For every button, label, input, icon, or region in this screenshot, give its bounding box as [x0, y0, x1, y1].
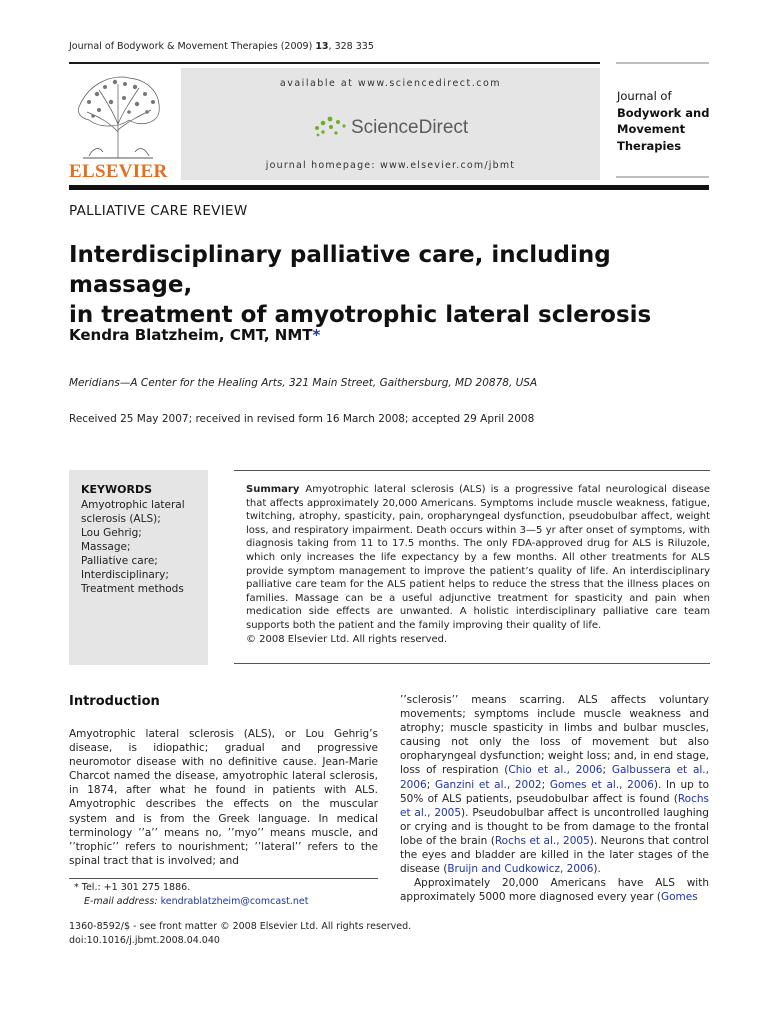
header-bottom-rule — [69, 185, 709, 190]
article-title — [69, 240, 729, 330]
body-left-column — [69, 727, 378, 868]
citation-volume: 13 — [315, 41, 329, 52]
summary-bottom-rule — [234, 663, 710, 664]
reference-link[interactable]: Gomes et al., 2006 — [549, 778, 654, 791]
reference-link[interactable]: Galbussera et al., 2006 — [400, 764, 709, 791]
summary-text: Amyotrophic lateral sclerosis (ALS) is a progressive fatal neurological disease that affects approximately 20,000 Americans. Symptoms include muscle weakness, fatigue, twitching, atrophy, spasticity, pain, oropharyngeal dysfunction, pseudobulbar affect, weight loss, and respiratory impairment. Death occurs within 3—5 yr after onset of symptoms, with diagnosis taking from 11 to 17.5 months. The only FDA-approved drug for ALS is Riluzole, which only increases the life expectancy by a few months. All other treatments for ALS provide symptom management to improve the patient’s quality of life. An interdisciplinary palliative care team for the ALS patient helps to reduce the stress that the illness places on families. Massage can be a useful adjunctive treatment for spasticity and pain when medication side effects are unwanted. A holistic interdisciplinary palliative care team supports both the patient and the family improving their quality of life. — [246, 484, 710, 631]
doi-line[interactable]: doi:10.1016/j.jbmt.2008.04.040 — [69, 935, 220, 946]
citation-journal: Journal of Bodywork & Movement Therapies (2009) — [69, 41, 313, 52]
header-right-bottom-rule — [616, 176, 709, 178]
keyword-item: Interdisciplinary; — [81, 569, 169, 581]
journal-name-line: Movement — [617, 122, 686, 136]
journal-homepage-text: journal homepage: www.elsevier.com/jbmt — [265, 160, 516, 171]
body-paragraph: Approximately 20,000 Americans have ALS with approximately 5000 more diagnosed every year (Gomes — [400, 877, 709, 904]
keyword-item: Treatment methods — [81, 583, 184, 595]
body-right-column — [400, 693, 709, 904]
email-link[interactable]: kendrablatzheim@comcast.net — [160, 896, 309, 907]
received-dates: Received 25 May 2007; received in revised form 16 March 2008; accepted 29 April 2008 — [69, 413, 535, 425]
keywords-heading: KEYWORDS — [81, 483, 153, 496]
reference-link[interactable]: Rochs et al., 2005 — [494, 834, 590, 847]
body-paragraph: Amyotrophic lateral sclerosis (ALS), or Lou Gehrig’s disease, is idiopathic; gradual and progressive neuromotor disease with no definitive cause. Jean-Marie Charcot named the disease, amyotrophic lateral sclerosis, in 1874, after what he found in patients with ALS. Amyotrophic describes the effects on the muscular system and is from the Greek language. In medical terminology ’’a’’ means no, ’’myo’’ means muscle, and ’’trophic’’ refers to nourishment; ’’lateral’’ refers to the spinal tract that is involved; and — [69, 728, 378, 867]
available-at-text: available at www.sciencedirect.com — [279, 78, 502, 89]
summary-top-rule — [234, 470, 710, 471]
reference-link[interactable]: Rochs et al., 2005 — [400, 792, 709, 819]
header-top-rule — [69, 62, 600, 64]
header-right-top-rule — [616, 62, 709, 64]
keyword-item: Amyotrophic lateral — [81, 499, 185, 511]
journal-name-line: Bodywork and — [617, 105, 710, 120]
keyword-item: Palliative care; — [81, 555, 158, 567]
introduction-heading: Introduction — [69, 694, 160, 709]
keyword-item: sclerosis (ALS); — [81, 513, 161, 525]
reference-link[interactable]: Bruijn and Cudkowicz, 2006 — [447, 863, 594, 876]
elsevier-wordmark: ELSEVIER — [69, 161, 168, 182]
issn-line: 1360-8592/$ - see front matter © 2008 Elsevier Ltd. All rights reserved. — [69, 921, 412, 932]
article-meta-footer — [69, 920, 411, 948]
reference-link[interactable]: Gomes — [660, 891, 698, 904]
reference-link[interactable]: Ganzini et al., 2002 — [434, 778, 542, 791]
journal-name-block — [617, 88, 709, 154]
keyword-item: Lou Gehrig; — [81, 527, 142, 539]
body-paragraph: ’’sclerosis’’ means scarring. ALS affects voluntary movements; symptoms include muscle weakness and atrophy; muscle spasticity in limbs and bulbar muscles, causing not only the loss of movement but also oropharyngeal dysfunction; weight loss; and, in end stage, loss of respiration (Chio et al., 2006; Galbussera et al., 2006; Ganzini et al., 2002; Gomes et al., 2006). In up to 50% of ALS patients, pseudobulbar affect is found (Rochs et al., 2005). Pseudobulbar affect is uncontrolled laughing or crying and is thought to be from damage to the frontal lobe of the brain (Rochs et al., 2005). Neurons that control the eyes and bladder are killed in the later stages of the disease (Bruijn and Cudkowicz, 2006). — [400, 694, 709, 876]
citation-pages: 328 335 — [334, 41, 374, 52]
reference-link[interactable]: Chio et al., 2006 — [508, 764, 603, 777]
footnote-email-label: E-mail address: — [84, 896, 158, 907]
elsevier-tree-logo — [69, 72, 167, 160]
sciencedirect-wordmark: ScienceDirect — [351, 117, 469, 138]
journal-name-line: Journal of — [617, 89, 672, 103]
author-name — [69, 326, 320, 344]
section-label: PALLIATIVE CARE REVIEW — [69, 203, 248, 219]
abstract-summary — [246, 483, 710, 646]
summary-copyright: © 2008 Elsevier Ltd. All rights reserved. — [246, 633, 448, 645]
article-title-line: in treatment of amyotrophic lateral sclerosis — [69, 302, 652, 328]
summary-label: Summary — [246, 484, 300, 495]
keywords-box — [69, 470, 208, 665]
keyword-item: Massage; — [81, 541, 131, 553]
article-title-line: Interdisciplinary palliative care, including massage, — [69, 242, 611, 298]
author-footnote-link[interactable]: * — [312, 326, 321, 344]
journal-name-line: Therapies — [617, 138, 682, 153]
footnote-rule — [69, 878, 378, 879]
author-footnote — [74, 881, 308, 909]
affiliation: Meridians—A Center for the Healing Arts, 321 Main Street, Gaithersburg, MD 20878, USA — [69, 377, 538, 389]
author-text: Kendra Blatzheim, CMT, NMT — [69, 326, 313, 344]
journal-citation: Journal of Bodywork & Movement Therapies (2009) 13, 328 335 — [69, 41, 374, 52]
footnote-tel: * Tel.: +1 301 275 1886. — [74, 882, 191, 893]
keywords-list — [81, 498, 208, 596]
